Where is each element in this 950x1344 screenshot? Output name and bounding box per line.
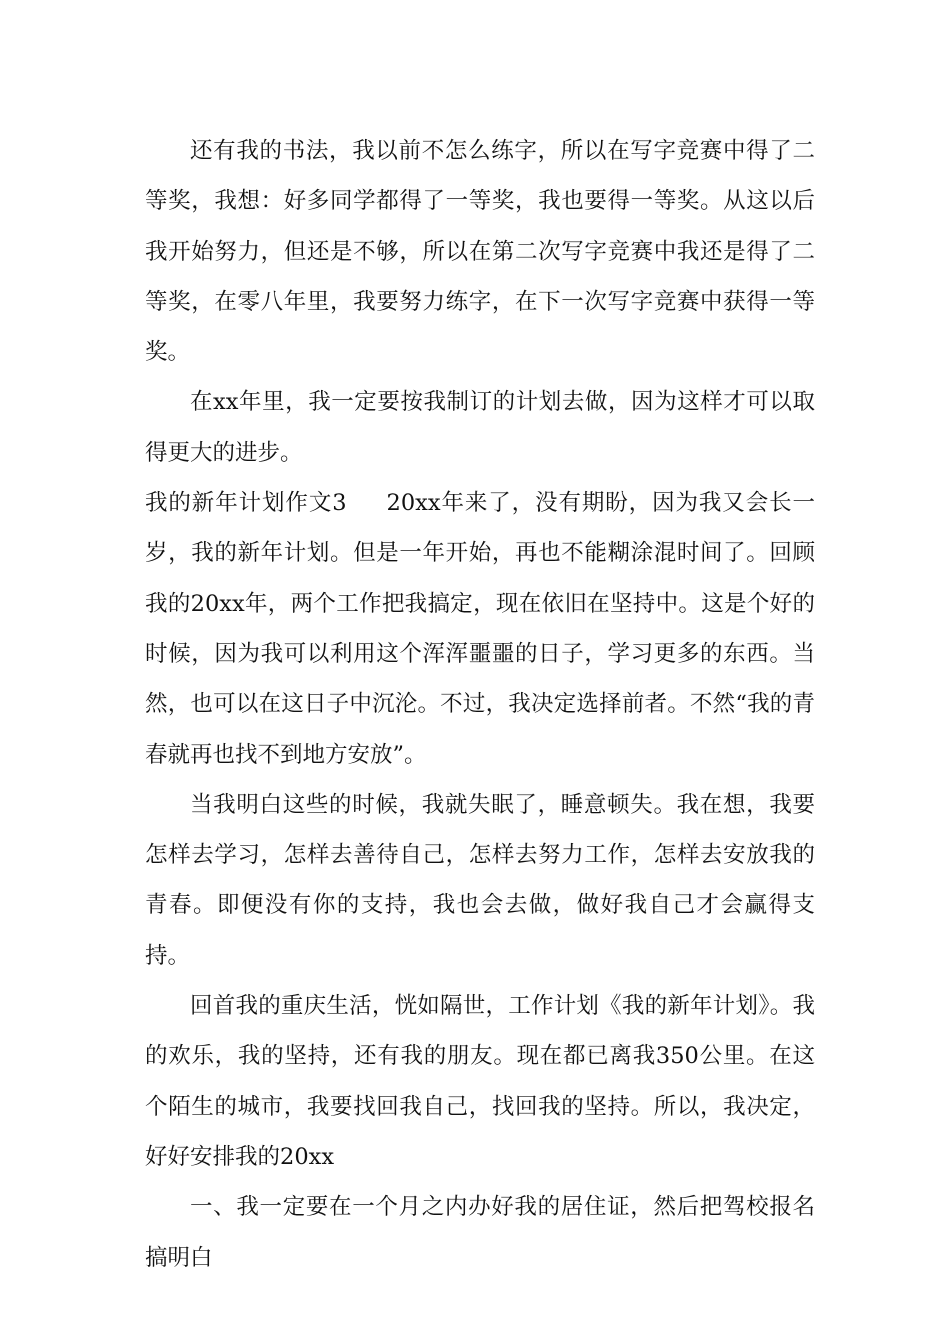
essay3-intro: 20xx年来了，没有期盼，因为我又会长一岁，我的新年计划。但是一年开始，再也不能糊涂混时间了。回顾我的20xx年，两个工作把我搞定，现在依旧在坚持中。这是个好的时候，因为我可以利用这个浑浑噩噩的日子，学习更多的东西。当然，也可以在这日子中沉沦。不过，我决定选择前者。不然“我的青春就再也找不到地方安放”。 xyxy=(145,490,815,768)
essay3-title: 我的新年计划作文3 xyxy=(145,490,347,517)
paragraph-follow-plan: 在xx年里，我一定要按我制订的计划去做，因为这样才可以取得更大的进步。 xyxy=(145,389,815,466)
paragraph-item-one: 一、我一定要在一个月之内办好我的居住证，然后把驾校报名搞明白 xyxy=(145,1194,815,1271)
paragraph-chongqing: 回首我的重庆生活，恍如隔世，工作计划《我的新年计划》。我的欢乐，我的坚持，还有我的朋友。现在都已离我350公里。在这个陌生的城市，我要找回我自己，找回我的坚持。所以，我决定，好好安排我的20xx xyxy=(145,993,815,1170)
paragraph-calligraphy: 还有我的书法，我以前不怎么练字，所以在写字竞赛中得了二等奖，我想：好多同学都得了一等奖，我也要得一等奖。从这以后我开始努力，但还是不够，所以在第二次写字竞赛中我还是得了二等奖，在零八年里，我要努力练字，在下一次写字竞赛中获得一等奖。 xyxy=(145,138,815,366)
paragraph-essay3 xyxy=(145,478,815,780)
document-body xyxy=(145,126,815,1283)
paragraph-insomnia: 当我明白这些的时候，我就失眠了，睡意顿失。我在想，我要怎样去学习，怎样去善待自己，怎样去努力工作，怎样去安放我的青春。即便没有你的支持，我也会去做，做好我自己才会赢得支持。 xyxy=(145,791,815,969)
